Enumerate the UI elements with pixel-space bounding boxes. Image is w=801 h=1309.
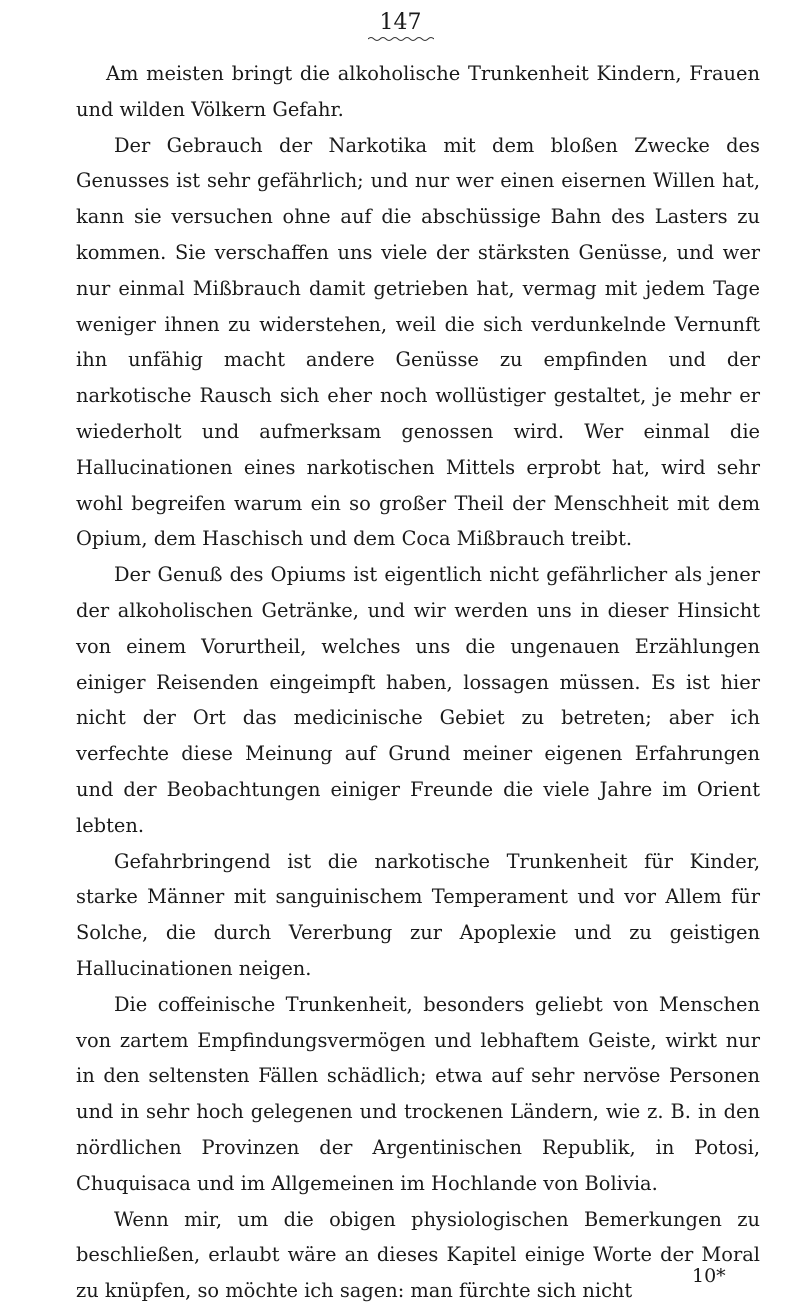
signature-mark: 10* xyxy=(692,1265,726,1287)
paragraph: Der Genuß des Opiums ist eigentlich nicht gefährlicher als jener der alkoholischen Getränke, und wir werden uns in dieser Hinsicht von einem Vorurtheil, welches uns die ungenauen Erzählungen einiger Reisenden eingeimpft haben, lossagen müssen. Es ist hier nicht der Ort das medicinische Gebiet zu betreten; aber ich verfechte diese Meinung auf Grund meiner eigenen Erfahrungen und der Beobachtungen einiger Freunde die viele Jahre im Orient lebten. xyxy=(76,563,760,837)
paragraph: Wenn mir, um die obigen physiologischen Bemerkungen zu beschließen, erlaubt wäre an dieses Kapitel einige Worte der Moral zu knüpfen, so möchte ich sagen: man fürchte sich nicht xyxy=(76,1207,760,1303)
paragraph: Gefahrbringend ist die narkotische Trunkenheit für Kinder, starke Männer mit sanguinischem Temperament und vor Allem für Solche, die durch Vererbung zur Apoplexie und zu geistigen Hallucinationen neigen. xyxy=(76,849,760,980)
body-text xyxy=(76,56,760,1309)
paragraph: Die coffeinische Trunkenheit, besonders geliebt von Menschen von zartem Empfindungsvermögen und lebhaftem Geiste, wirkt nur in den seltensten Fällen schädlich; etwa auf sehr nervöse Personen und in sehr hoch gelegenen und trockenen Ländern, wie z. B. in den nördlichen Provinzen der Argentinischen Republik, in Potosi, Chuquisaca und im Allgemeinen im Hochlande von Bolivia. xyxy=(76,992,760,1195)
wavy-ornament xyxy=(368,36,434,42)
paragraph: Am meisten bringt die alkoholische Trunkenheit Kindern, Frauen und wilden Völkern Gefahr. xyxy=(76,62,760,121)
page-number: 147 xyxy=(379,10,422,35)
paragraph: Der Gebrauch der Narkotika mit dem bloßen Zwecke des Genusses ist sehr gefährlich; und nur wer einen eisernen Willen hat, kann sie versuchen ohne auf die abschüssige Bahn des Lasters zu kommen. Sie verschaffen uns viele der stärksten Genüsse, und wer nur einmal Mißbrauch damit getrieben hat, vermag mit jedem Tage weniger ihnen zu widerstehen, weil die sich verdunkelnde Vernunft ihn unfähig macht andere Genüsse zu empfinden und der narkotische Rausch sich eher noch wollüstiger gestaltet, je mehr er wiederholt und aufmerksam genossen wird. Wer einmal die Hallucinationen eines narkotischen Mittels erprobt hat, wird sehr wohl begreifen warum ein so großer Theil der Menschheit mit dem Opium, dem Haschisch und dem Coca Mißbrauch treibt. xyxy=(76,133,760,551)
